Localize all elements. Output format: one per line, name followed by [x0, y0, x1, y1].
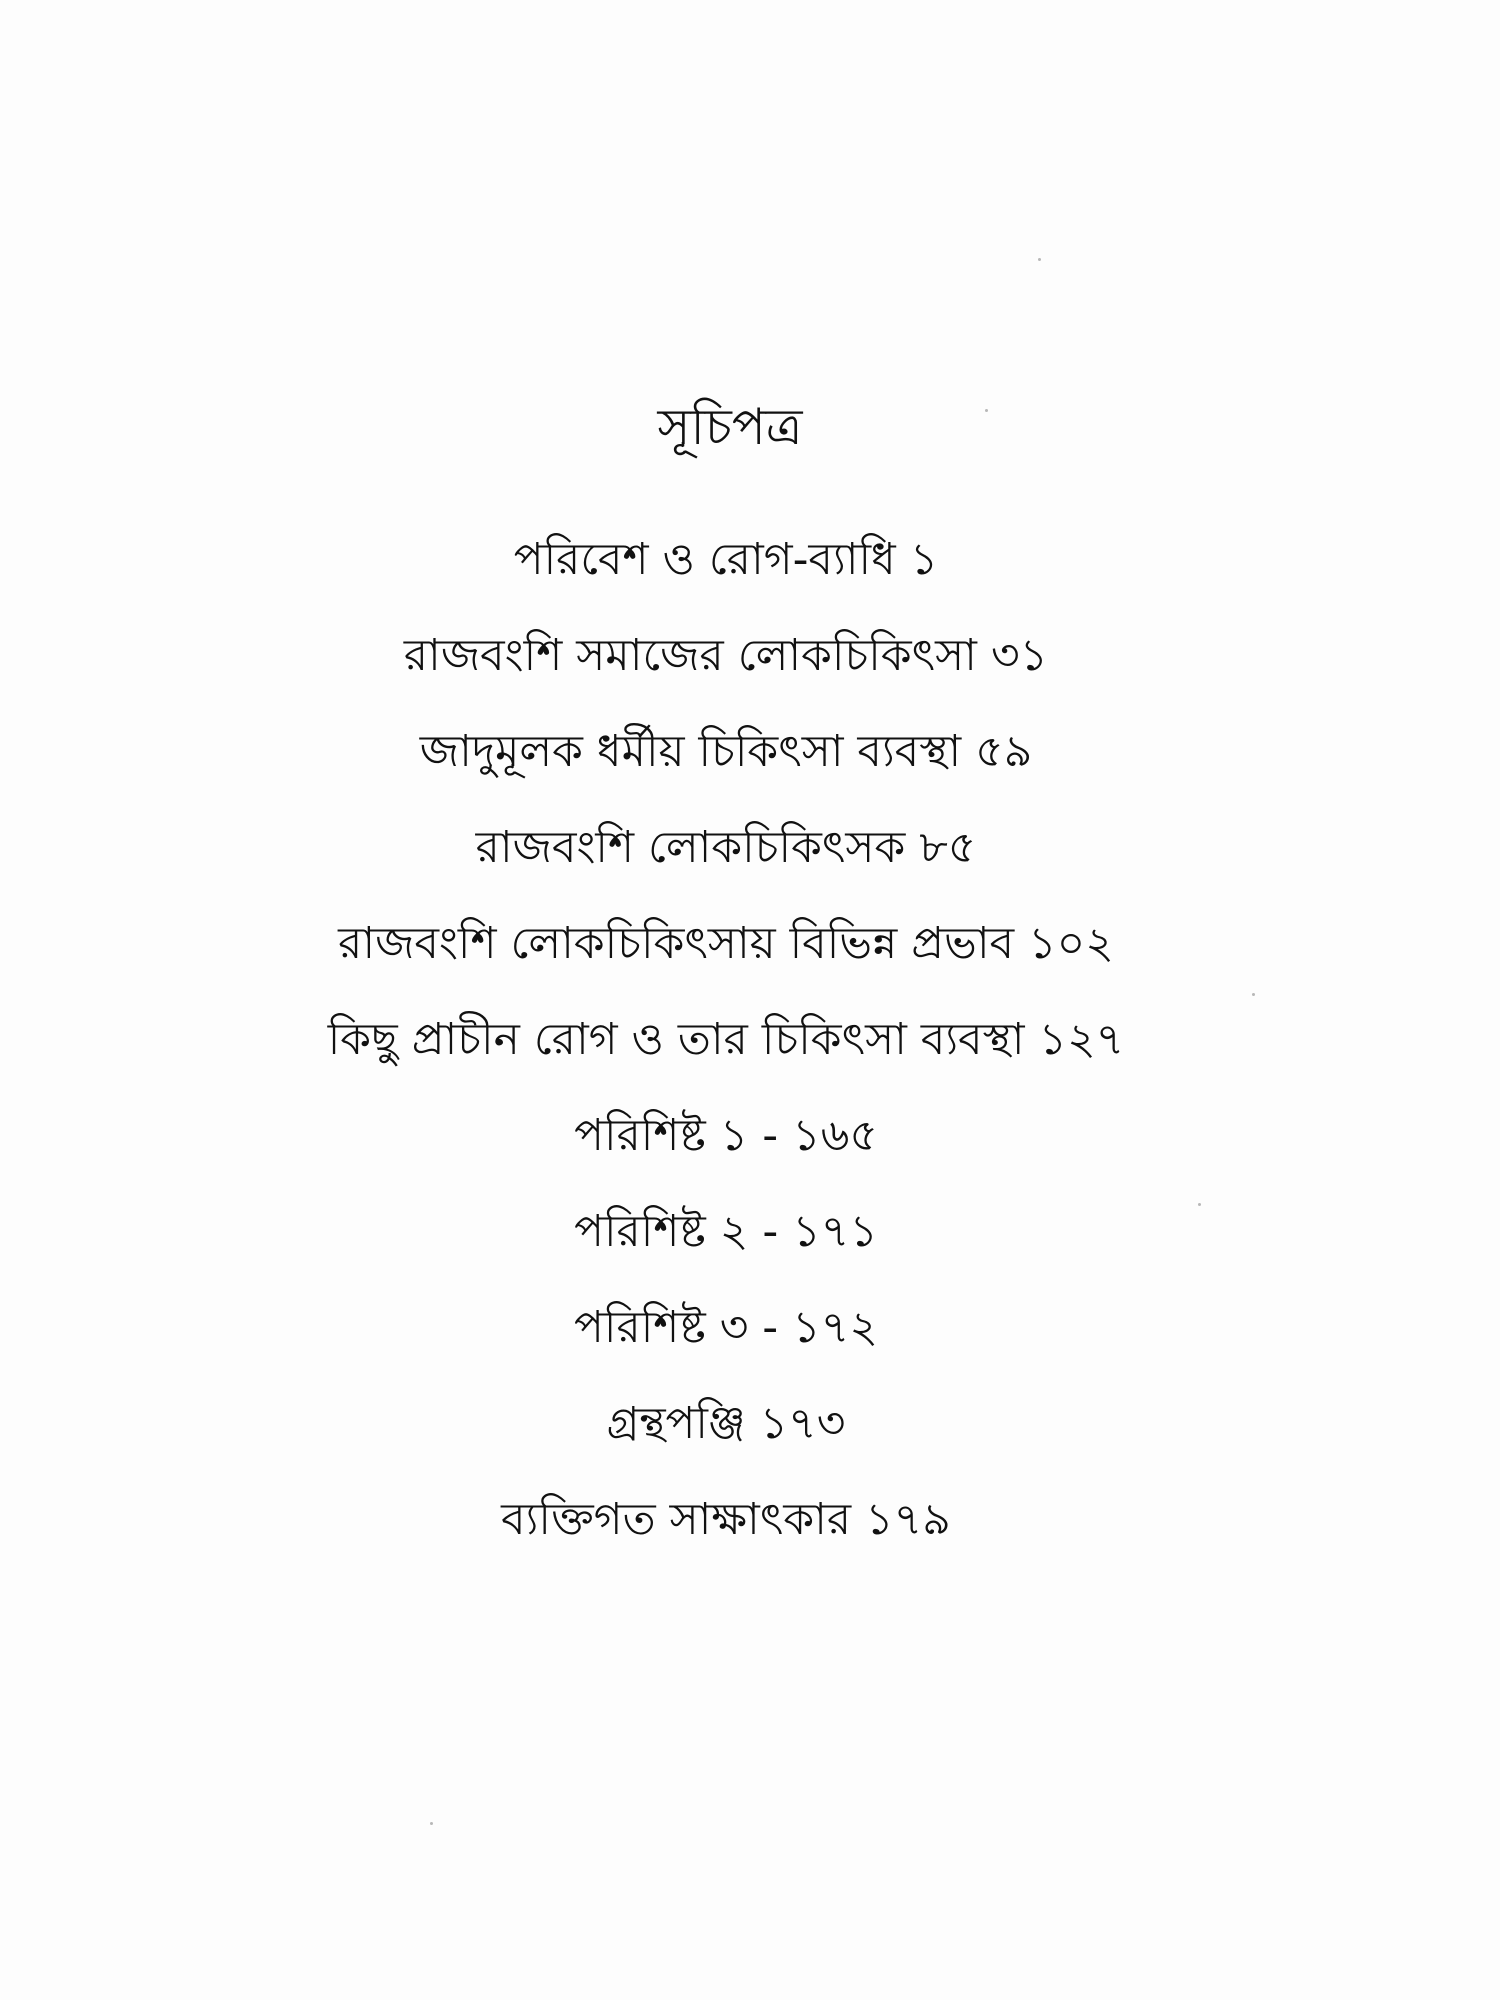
toc-entry-title: পরিশিষ্ট ৩ -: [574, 1302, 779, 1353]
toc-entry-page: ১৭১: [792, 1206, 878, 1257]
toc-entry-page: ১: [909, 534, 939, 585]
toc-entry: [0, 909, 1452, 1005]
page-title: সূচিপত্র: [657, 397, 803, 456]
toc-entry: [0, 1197, 1452, 1293]
toc-entry-title: রাজবংশি লোকচিকিৎসক: [475, 822, 906, 873]
table-of-contents: [0, 525, 1452, 1581]
toc-entry: [0, 813, 1452, 909]
toc-entry-title: পরিশিষ্ট ১ -: [574, 1110, 779, 1161]
toc-entry-page: ১২৭: [1038, 1014, 1125, 1065]
toc-entry: [0, 717, 1452, 813]
toc-entry-page: ১০২: [1028, 918, 1114, 969]
toc-entry: [0, 1293, 1452, 1389]
toc-entry: [0, 1101, 1452, 1197]
toc-entry-page: ১৭৯: [865, 1494, 951, 1545]
toc-entry-page: ৫৯: [975, 726, 1033, 777]
toc-entry-title: রাজবংশি সমাজের লোকচিকিৎসা: [403, 630, 977, 681]
toc-entry-page: ১৭২: [792, 1302, 878, 1353]
toc-entry: [0, 1005, 1452, 1101]
toc-entry-title: পরিশিষ্ট ২ -: [574, 1206, 779, 1257]
paper-speck: [430, 1822, 433, 1825]
toc-entry-title: ব্যক্তিগত সাক্ষাৎকার: [501, 1494, 852, 1545]
toc-entry-page: ৮৫: [919, 822, 977, 873]
toc-entry: [0, 1485, 1452, 1581]
toc-entry-title: পরিবেশ ও রোগ-ব্যাধি: [513, 534, 896, 585]
toc-entry-page: ৩১: [990, 630, 1049, 681]
toc-entry: [0, 621, 1452, 717]
toc-entry-title: কিছু প্রাচীন রোগ ও তার চিকিৎসা ব্যবস্থা: [327, 1014, 1025, 1065]
toc-entry-title: জাদুমূলক ধর্মীয় চিকিৎসা ব্যবস্থা: [419, 726, 962, 777]
toc-entry: [0, 1389, 1452, 1485]
toc-entry-page: ১৭৩: [759, 1398, 846, 1449]
toc-entry: [0, 525, 1452, 621]
toc-entry-page: ১৬৫: [792, 1110, 878, 1161]
toc-entry-title: গ্রন্থপঞ্জি: [606, 1398, 746, 1449]
toc-entry-title: রাজবংশি লোকচিকিৎসায় বিভিন্ন প্রভাব: [338, 918, 1015, 969]
paper-speck: [1038, 258, 1041, 261]
